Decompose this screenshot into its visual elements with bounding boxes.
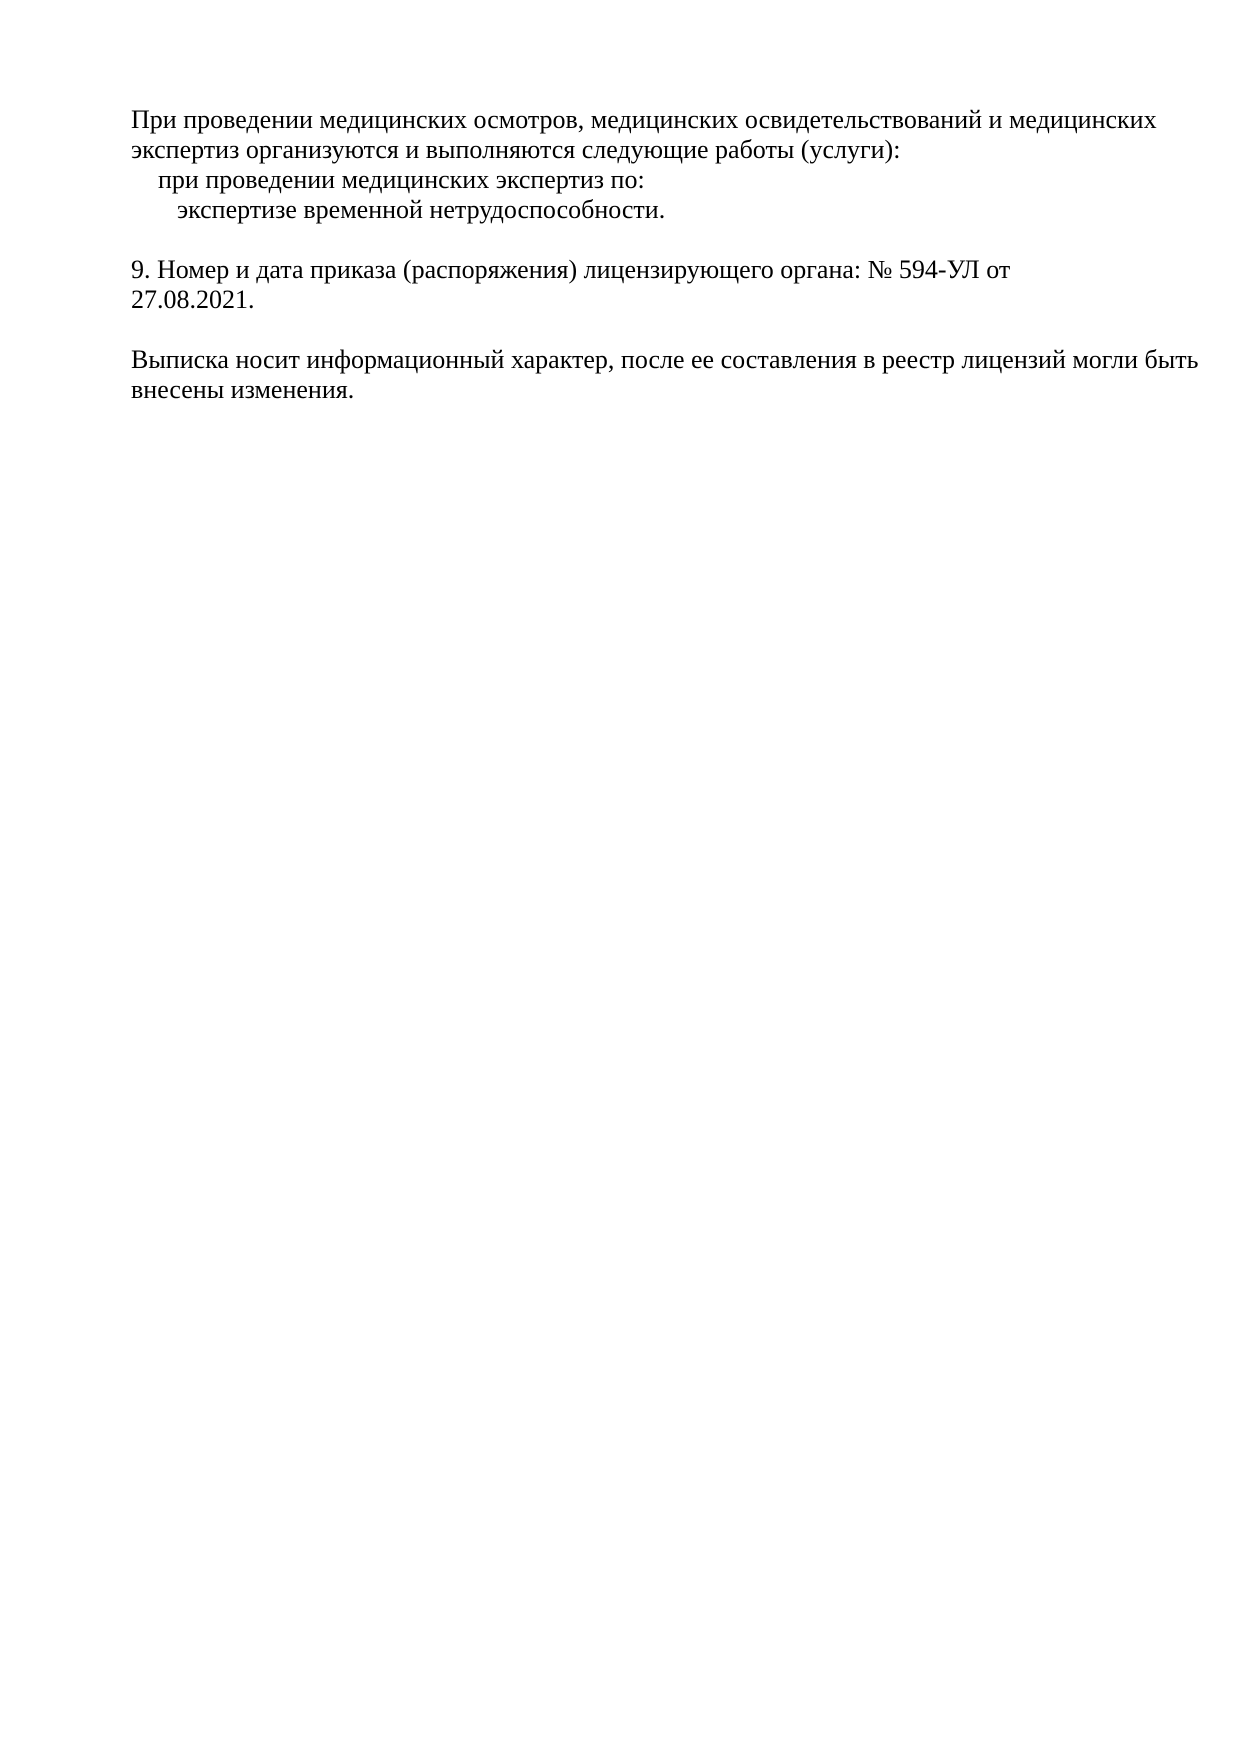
note-paragraph-line-1: Выписка носит информационный характер, после ее составления в реестр лицензий могли быть bbox=[131, 345, 1199, 374]
services-paragraph-line-2: экспертиз организуются и выполняются следующие работы (услуги): bbox=[131, 135, 901, 164]
document-content bbox=[131, 105, 1199, 435]
note-paragraph bbox=[131, 345, 1199, 405]
services-paragraph-line-3: при проведении медицинских экспертиз по: bbox=[158, 165, 645, 194]
services-paragraph-line-1: При проведении медицинских осмотров, медицинских освидетельствований и медицинских bbox=[131, 105, 1157, 134]
note-paragraph-line-2: внесены изменения. bbox=[131, 375, 355, 404]
services-paragraph bbox=[131, 105, 1157, 225]
order-number-paragraph: 9. Номер и дата приказа (распоряжения) лицензирующего органа: № 594-УЛ от 27.08.2021. bbox=[131, 255, 1011, 314]
services-paragraph-line-4: экспертизе временной нетрудоспособности. bbox=[177, 195, 666, 224]
